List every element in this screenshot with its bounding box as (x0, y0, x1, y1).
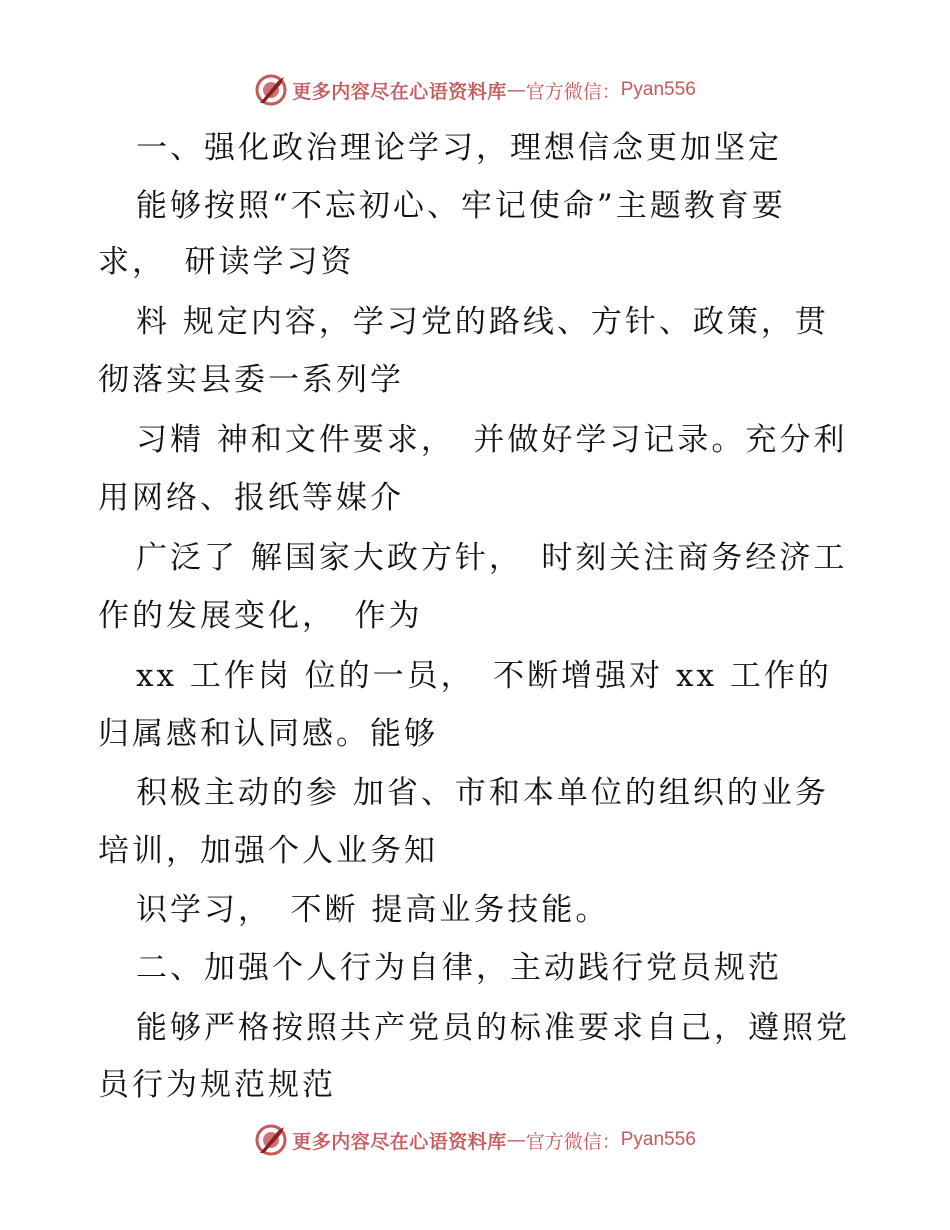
watermark-separator: — (506, 79, 526, 101)
watermark-official-label: 官方微信： (525, 80, 621, 103)
paragraph-line: 用网络、报纸等媒介 (98, 480, 404, 516)
watermark-title: 更多内容尽在心语资料库 (292, 80, 507, 103)
header-watermark (0, 70, 950, 110)
watermark-wechat-id: Pyan556 (620, 1129, 696, 1150)
section-heading-1: 一、强化政治理论学习，理想信念更加坚定 (136, 130, 782, 166)
paragraph-line: xx 工作岗 位的一员， 不断增强对 xx 工作的 (136, 658, 832, 694)
paragraph-line: 彻落实县委一系列学 (98, 362, 404, 398)
paragraph-line: 归属感和认同感。能够 (98, 716, 438, 752)
section-heading-2: 二、加强个人行为自律，主动践行党员规范 (136, 950, 782, 986)
paragraph-line: 员行为规范规范 (98, 1067, 336, 1103)
watermark-title: 更多内容尽在心语资料库 (292, 1130, 507, 1153)
paragraph-line: 积极主动的参 加省、市和本单位的组织的业务 (136, 775, 829, 811)
paragraph-line: 能够按照“不忘初心、牢记使命”主题教育要 (136, 188, 786, 224)
paragraph-line: 料 规定内容，学习党的路线、方针、政策，贯 (136, 304, 829, 340)
watermark-wechat-id: Pyan556 (620, 79, 696, 100)
paragraph-line: 习精 神和文件要求， 并做好学习记录。充分利 (136, 422, 848, 458)
paragraph-line: 识学习， 不断 提高业务技能。 (136, 892, 610, 928)
watermark-separator: — (506, 1129, 526, 1151)
watermark-official-label: 官方微信： (525, 1130, 621, 1153)
paragraph-line: 培训，加强个人业务知 (98, 833, 438, 869)
footer-watermark (0, 1120, 950, 1160)
paragraph-line: 求， 研读学习资 (98, 244, 355, 280)
paragraph-line: 广泛了 解国家大政方针， 时刻关注商务经济工 (136, 540, 848, 576)
paragraph-line: 能够严格按照共产党员的标准要求自己，遵照党 (136, 1010, 850, 1046)
quill-seal-logo-icon (254, 1123, 288, 1157)
paragraph-line: 作的发展变化， 作为 (98, 598, 423, 634)
quill-seal-logo-icon (254, 73, 288, 107)
